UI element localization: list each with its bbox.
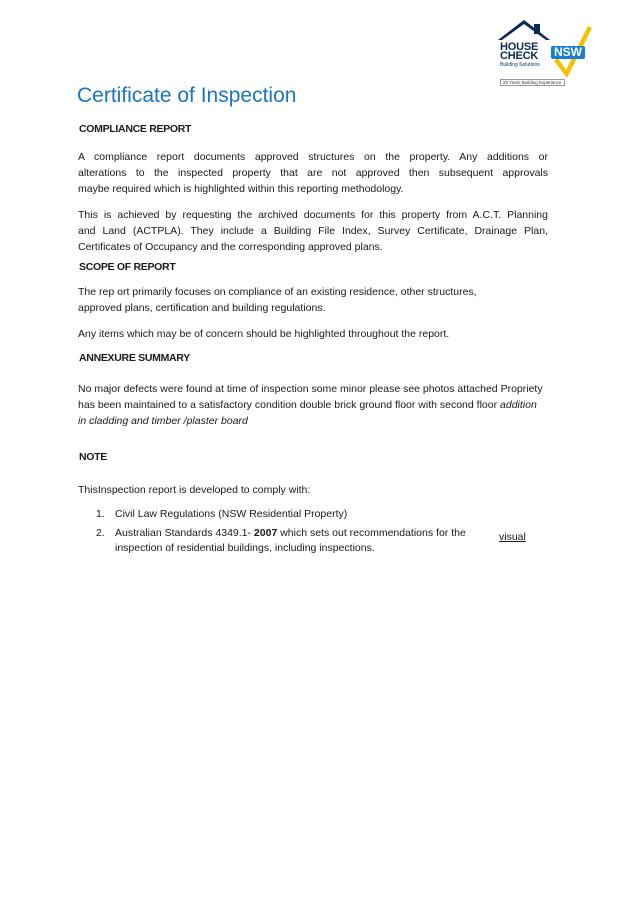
scope-paragraph-2: Any items which may be of concern should be highlighted throughout the report. <box>78 328 450 340</box>
text-span: has been maintained to a satisfactory condition double brick ground floor with second floor <box>78 399 498 411</box>
logo-tagline: Building Solutions <box>500 62 540 68</box>
text-line: maybe required which is highlighted within this reporting methodology. <box>78 183 404 195</box>
scope-paragraph-1 <box>78 284 548 316</box>
compliance-heading: COMPLIANCE REPORT <box>79 123 192 135</box>
scope-heading: SCOPE OF REPORT <box>79 261 176 273</box>
logo-text-check: CHECK <box>500 50 539 62</box>
visual-text: visual <box>499 531 526 543</box>
text-line: and Land (ACTPLA). They include a Building File Index, Survey Certificate, Drainage Plan, <box>78 225 548 237</box>
page-title: Certificate of Inspection <box>77 84 297 107</box>
logo-experience: 20 Years Building Experience <box>500 79 565 86</box>
annexure-heading: ANNEXURE SUMMARY <box>79 352 190 364</box>
annexure-paragraph <box>78 381 578 429</box>
list-text <box>115 526 466 541</box>
bold-year: 2007 <box>253 527 278 539</box>
logo-text-house: HOUSE <box>500 41 539 53</box>
text-line: Certificates of Occupancy and the corresponding approved plans. <box>78 241 383 253</box>
text-span: which sets out recommendations for the <box>277 527 466 539</box>
compliance-paragraph-1 <box>78 149 548 197</box>
note-intro: ThisInspection report is developed to comply with: <box>78 484 311 496</box>
note-heading: NOTE <box>79 451 107 463</box>
list-number: 2. <box>96 527 105 539</box>
compliance-paragraph-2 <box>78 207 548 255</box>
text-line: approved plans, certification and building regulations. <box>78 302 326 314</box>
italic-text: addition <box>500 399 537 411</box>
text-line: No major defects were found at time of inspection some minor please see photos attached Propriety <box>78 383 543 395</box>
logo-nsw-badge: NSW <box>551 46 585 59</box>
list-number: 1. <box>96 508 105 520</box>
text-span: Australian Standards 4349.1- <box>115 527 254 539</box>
text-line: This is achieved by requesting the archived documents for this property from A.C.T. Planning <box>78 209 548 221</box>
text-line: The rep ort primarily focuses on compliance of an existing residence, other structures, <box>78 286 477 298</box>
list-text: inspection of residential buildings, including inspections. <box>115 542 375 554</box>
text-line <box>78 397 578 413</box>
housecheck-logo <box>496 18 594 92</box>
list-text: Civil Law Regulations (NSW Residential Property) <box>115 508 348 520</box>
italic-text-line: in cladding and timber /plaster board <box>78 415 248 427</box>
text-line: A compliance report documents approved structures on the property. Any additions or <box>78 151 548 163</box>
text-line: alterations to the inspected property that are not approved then subsequent approvals <box>78 167 548 179</box>
